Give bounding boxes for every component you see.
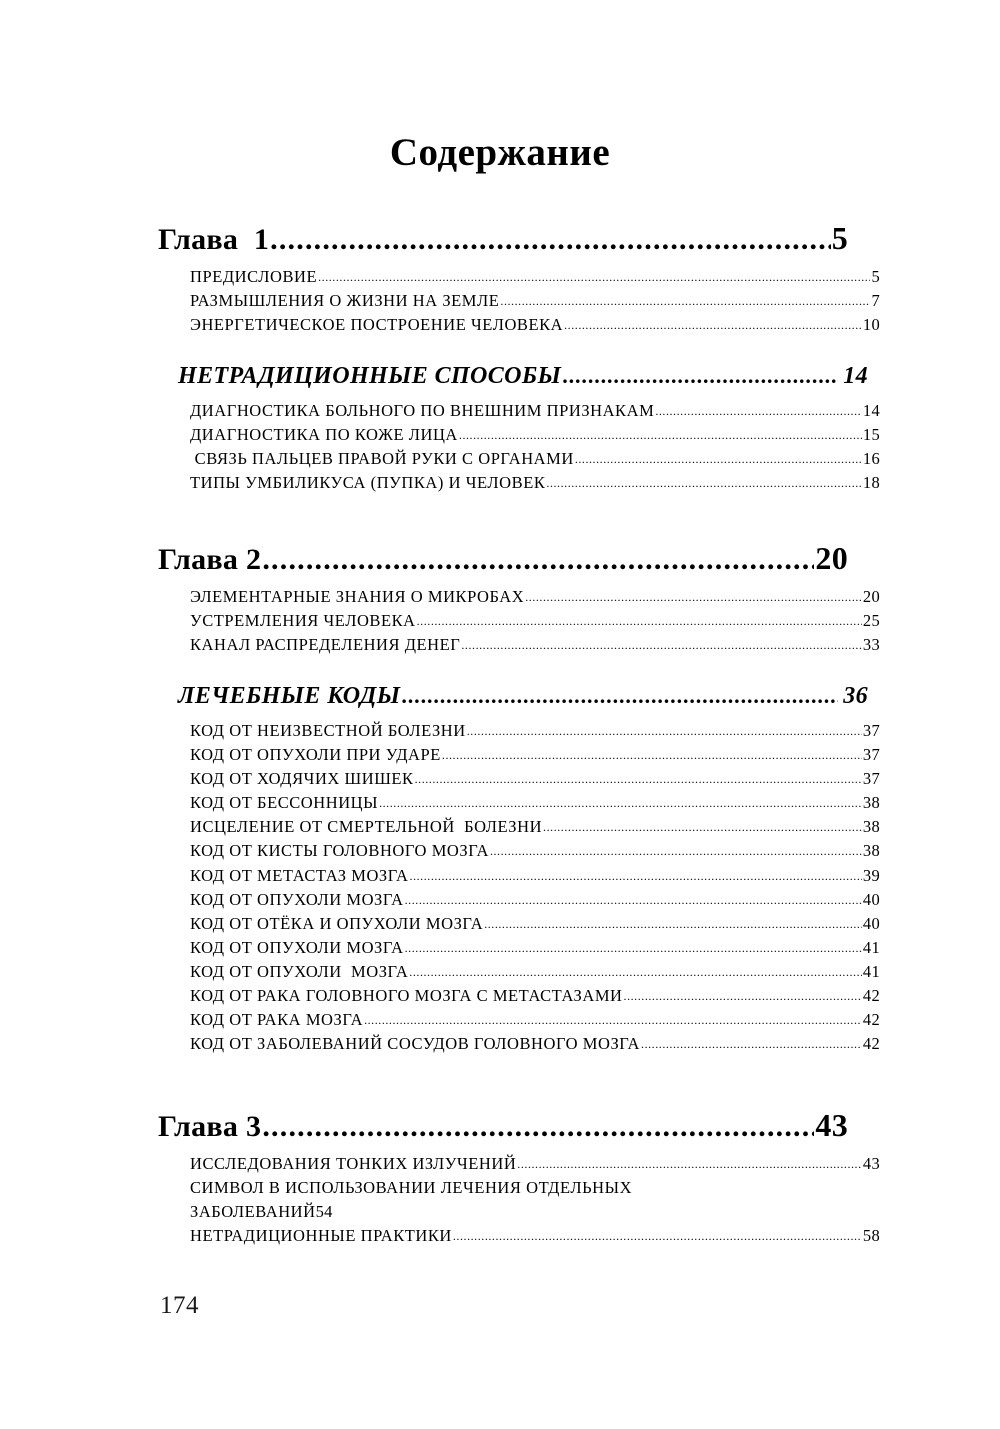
dot-leader — [453, 1229, 862, 1247]
spacer — [158, 337, 848, 363]
dot-leader — [575, 452, 862, 470]
spacer — [158, 1056, 848, 1108]
chapter-heading[interactable] — [158, 221, 848, 257]
spacer — [158, 257, 848, 265]
toc-entry-label: КАНАЛ РАСПРЕДЕЛЕНИЯ ДЕНЕГ — [190, 635, 461, 655]
section-title: ЛЕЧЕБНЫЕ КОДЫ — [178, 683, 401, 710]
toc-entry[interactable] — [190, 791, 880, 815]
toc-entry-label: КОД ОТ ОПУХОЛИ МОЗГА — [190, 961, 409, 981]
toc-entry-label: НЕТРАДИЦИОННЫЕ ПРАКТИКИ — [190, 1226, 452, 1246]
toc-entry-label-cont: ЗАБОЛЕВАНИЙ — [190, 1202, 316, 1222]
toc-entry-label: КОД ОТ РАКА ГОЛОВНОГО МОЗГА С МЕТАСТАЗАМИ — [190, 985, 623, 1005]
page-number: 42 — [862, 1010, 880, 1030]
dot-leader — [401, 684, 838, 709]
chapter-title: Глава 1 — [158, 222, 270, 256]
toc-entry[interactable] — [190, 767, 880, 791]
dot-leader — [517, 1157, 862, 1175]
toc-entry[interactable] — [190, 743, 880, 767]
dot-leader — [484, 917, 862, 935]
toc-entry[interactable] — [190, 984, 880, 1008]
toc-entry[interactable] — [190, 447, 880, 471]
dot-leader — [525, 590, 862, 608]
toc-entry-label: КОД ОТ НЕИЗВЕСТНОЙ БОЛЕЗНИ — [190, 721, 466, 741]
spacer — [158, 495, 848, 541]
dot-leader — [415, 772, 862, 790]
dot-leader — [459, 428, 862, 446]
toc-entry[interactable] — [190, 1032, 880, 1056]
chapter-title: Глава 2 — [158, 543, 262, 577]
toc-entry[interactable] — [190, 960, 880, 984]
toc-entry-label: ИССЛЕДОВАНИЯ ТОНКИХ ИЗЛУЧЕНИЙ — [190, 1154, 517, 1173]
toc-entry-label: ТИПЫ УМБИЛИКУСА (ПУПКА) И ЧЕЛОВЕК — [190, 473, 546, 493]
toc-entry[interactable] — [190, 815, 880, 839]
page-number: 41 — [862, 937, 880, 957]
toc-entry[interactable] — [190, 839, 880, 863]
page-number: 38 — [862, 817, 880, 837]
dot-leader — [546, 476, 862, 494]
toc-entry-label: РАЗМЫШЛЕНИЯ О ЖИЗНИ НА ЗЕМЛЕ — [190, 290, 500, 310]
toc-entry[interactable] — [190, 936, 880, 960]
spacer — [158, 710, 848, 719]
toc-entry[interactable] — [190, 633, 880, 657]
page-number: 37 — [862, 745, 880, 765]
toc-entry-label: УСТРЕМЛЕНИЯ ЧЕЛОВЕКА — [190, 611, 416, 631]
dot-leader — [562, 364, 838, 389]
page-number: 43 — [862, 1154, 880, 1173]
spacer — [158, 390, 848, 399]
page-folio-number: 174 — [160, 1292, 199, 1319]
page-number: 33 — [862, 635, 880, 655]
page-number: 10 — [862, 314, 880, 334]
page-number: 36 — [843, 683, 868, 710]
toc-entry-label: СИМВОЛ В ИСПОЛЬЗОВАНИИ ЛЕЧЕНИЯ ОТДЕЛЬНЫХ — [190, 1178, 633, 1198]
toc-entry-label: ДИАГНОСТИКА ПО КОЖЕ ЛИЦА — [190, 424, 458, 444]
spacer — [158, 657, 848, 683]
toc-entry[interactable] — [190, 471, 880, 495]
page-number: 43 — [815, 1107, 848, 1144]
chapter-heading[interactable] — [158, 1108, 848, 1144]
page-number: 16 — [862, 448, 880, 468]
toc-entry[interactable] — [190, 719, 880, 743]
toc-entry[interactable] — [190, 289, 880, 313]
toc-entry-second-line — [190, 1200, 848, 1224]
page-number: 40 — [862, 913, 880, 933]
page-number: 54 — [315, 1202, 333, 1222]
dot-leader — [262, 1110, 814, 1144]
toc-entry-label: КОД ОТ ОПУХОЛИ МОЗГА — [190, 889, 404, 909]
toc-entry-label: СВЯЗЬ ПАЛЬЦЕВ ПРАВОЙ РУКИ С ОРГАНАМИ — [190, 448, 574, 468]
toc-entry-label: КОД ОТ ОПУХОЛИ ПРИ УДАРЕ — [190, 745, 441, 765]
page-number: 58 — [862, 1226, 880, 1246]
dot-leader — [379, 796, 862, 814]
toc-entry-label: КОД ОТ ХОДЯЧИХ ШИШЕК — [190, 769, 414, 789]
page-number: 41 — [862, 961, 880, 981]
toc-entry-label: ИСЦЕЛЕНИЕ ОТ СМЕРТЕЛЬНОЙ БОЛЕЗНИ — [190, 817, 543, 837]
toc-entry-label: КОД ОТ ОПУХОЛИ МОЗГА — [190, 937, 404, 957]
dot-leader — [500, 294, 870, 312]
toc-entry-label: КОД ОТ БЕССОННИЦЫ — [190, 793, 379, 813]
page-number: 15 — [862, 424, 880, 444]
page-number: 25 — [862, 611, 880, 631]
toc-entry[interactable] — [190, 1008, 880, 1032]
dot-leader — [270, 223, 831, 257]
toc-entry-label: ЭНЕРГЕТИЧЕСКОЕ ПОСТРОЕНИЕ ЧЕЛОВЕКА — [190, 314, 564, 334]
page-number: 40 — [862, 889, 880, 909]
page-number: 42 — [862, 985, 880, 1005]
page-number: 7 — [871, 290, 880, 310]
dot-leader — [624, 989, 862, 1007]
toc-entry[interactable] — [190, 912, 880, 936]
dot-leader — [262, 543, 814, 577]
toc-entry-label: КОД ОТ РАКА МОЗГА — [190, 1010, 364, 1030]
toc-entry-label: ПРЕДИСЛОВИЕ — [190, 266, 318, 286]
page-number: 20 — [815, 540, 848, 577]
toc-list — [158, 219, 880, 1248]
dot-leader — [364, 1013, 862, 1031]
page-number: 39 — [862, 865, 880, 885]
toc-entry[interactable] — [190, 399, 880, 423]
toc-entry[interactable] — [190, 864, 880, 888]
dot-leader — [490, 844, 862, 862]
toc-entry[interactable] — [190, 888, 880, 912]
toc-entry-label: КОД ОТ ЗАБОЛЕВАНИЙ СОСУДОВ ГОЛОВНОГО МОЗГА — [190, 1034, 641, 1054]
page-number: 14 — [862, 400, 880, 420]
toc-entry[interactable] — [190, 1176, 848, 1224]
toc-entry-label: КОД ОТ КИСТЫ ГОЛОВНОГО МОЗГА — [190, 841, 489, 861]
dot-leader — [409, 965, 862, 983]
toc-entry[interactable] — [190, 609, 880, 633]
toc-entry[interactable] — [190, 585, 880, 609]
page-title: Содержание — [389, 131, 611, 174]
page-number: 14 — [843, 362, 868, 389]
dot-leader — [410, 869, 862, 887]
page-number: 38 — [862, 841, 880, 861]
toc-entry-label: ДИАГНОСТИКА БОЛЬНОГО ПО ВНЕШНИМ ПРИЗНАКАМ — [190, 400, 655, 420]
toc-entry[interactable] — [190, 1152, 880, 1176]
toc-entry-label: КОД ОТ ОТЁКА И ОПУХОЛИ МОЗГА — [190, 913, 484, 933]
toc-entry[interactable] — [190, 313, 880, 337]
dot-leader — [461, 638, 862, 656]
spacer — [158, 577, 848, 585]
page-number: 42 — [862, 1034, 880, 1054]
page-number: 5 — [831, 219, 848, 256]
page-number: 18 — [862, 473, 880, 493]
toc-entry[interactable] — [190, 1224, 880, 1248]
page-number: 37 — [862, 769, 880, 789]
toc-entry[interactable] — [190, 265, 880, 289]
toc-entry[interactable] — [190, 423, 880, 447]
page-number: 20 — [862, 586, 880, 606]
dot-leader — [543, 820, 862, 838]
chapter-heading[interactable] — [158, 541, 848, 577]
section-heading[interactable] — [178, 363, 868, 390]
toc-entry-label: КОД ОТ МЕТАСТАЗ МОЗГА — [190, 865, 409, 885]
dot-leader — [405, 941, 862, 959]
dot-leader — [442, 748, 862, 766]
dot-leader — [405, 893, 862, 911]
toc-content — [158, 131, 880, 1248]
page-number: 37 — [862, 721, 880, 741]
toc-entry-label: ЭЛЕМЕНТАРНЫЕ ЗНАНИЯ О МИКРОБАХ — [190, 586, 525, 606]
chapter-title: Глава 3 — [158, 1110, 262, 1144]
dot-leader — [641, 1037, 862, 1055]
page-number: 5 — [871, 266, 880, 286]
dot-leader — [564, 318, 862, 336]
spacer — [158, 1144, 848, 1152]
section-heading[interactable] — [178, 683, 868, 710]
section-title: НЕТРАДИЦИОННЫЕ СПОСОБЫ — [178, 362, 562, 389]
page-number: 38 — [862, 793, 880, 813]
dot-leader — [417, 614, 862, 632]
dot-leader — [655, 404, 862, 422]
dot-leader — [318, 270, 870, 288]
dot-leader — [467, 724, 862, 742]
